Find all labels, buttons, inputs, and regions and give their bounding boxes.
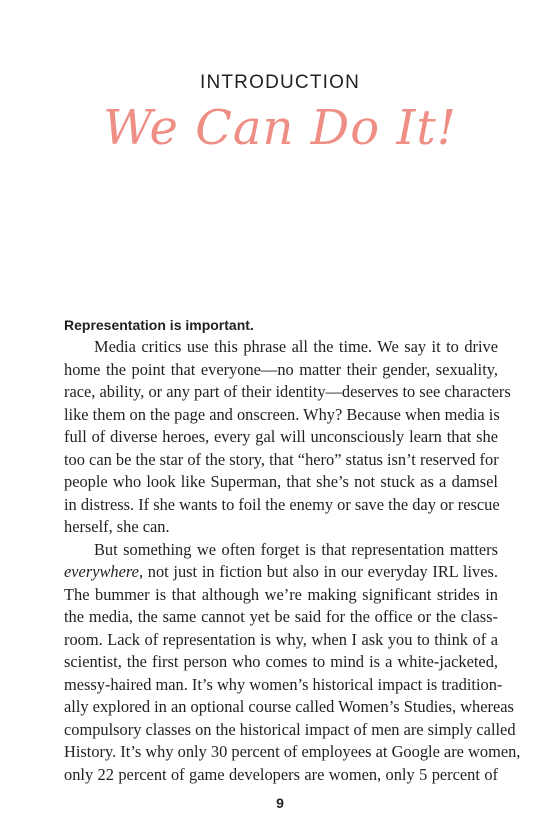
page-number: 9 [276,795,284,811]
chapter-title: We Can Do It! [103,100,457,156]
text-line: full of diverse heroes, every gal will unconsciously learn that she [64,427,498,446]
body-text [64,314,521,786]
text-line: like them on the page and onscreen. Why? Because when media is [64,404,500,424]
text-line: Media critics use this phrase all the time. We say it to drive [94,337,498,356]
text-line: home the point that everyone—no matter their gender, sexuality, [64,359,498,379]
text-line: History. It’s why only 30 percent of employees at Google are women, [64,742,521,761]
text-line: room. Lack of representation is why, when I ask you to think of a [64,629,498,649]
paragraph-2 [64,539,521,787]
lead-sentence: Representation is important. [64,317,254,333]
paragraph-1 [64,336,511,539]
text-line: too can be the star of the story, that “hero” status isn’t reserved for [64,449,499,469]
text-line: ally explored in an optional course called Women’s Studies, whereas [64,697,514,716]
text-line: The bummer is that although we’re making significant strides in [64,584,498,604]
chapter-label: INTRODUCTION [199,72,361,93]
text-line: messy-haired man. It’s why women’s historical impact is tradition- [64,674,503,694]
text-line: scientist, the first person who comes to mind is a white-jacketed, [64,652,498,671]
text-line: only 22 percent of game developers are women, only 5 percent of [64,764,498,784]
text-line: in distress. If she wants to foil the enemy or save the day or rescue [64,494,500,514]
text-line: herself, she can. [64,517,170,536]
text-line: race, ability, or any part of their identity—deserves to see characters [64,382,511,401]
text-line: compulsory classes on the historical impact of men are simply called [64,719,516,739]
text-line: people who look like Superman, that she’s not stuck as a damsel [64,472,498,491]
text-line: But something we often forget is that representation matters [94,539,498,559]
text-line: the media, the same cannot yet be said for the office or the class- [64,607,498,626]
text-line: everywhere, not just in fiction but also in our everyday IRL lives. [64,562,498,581]
